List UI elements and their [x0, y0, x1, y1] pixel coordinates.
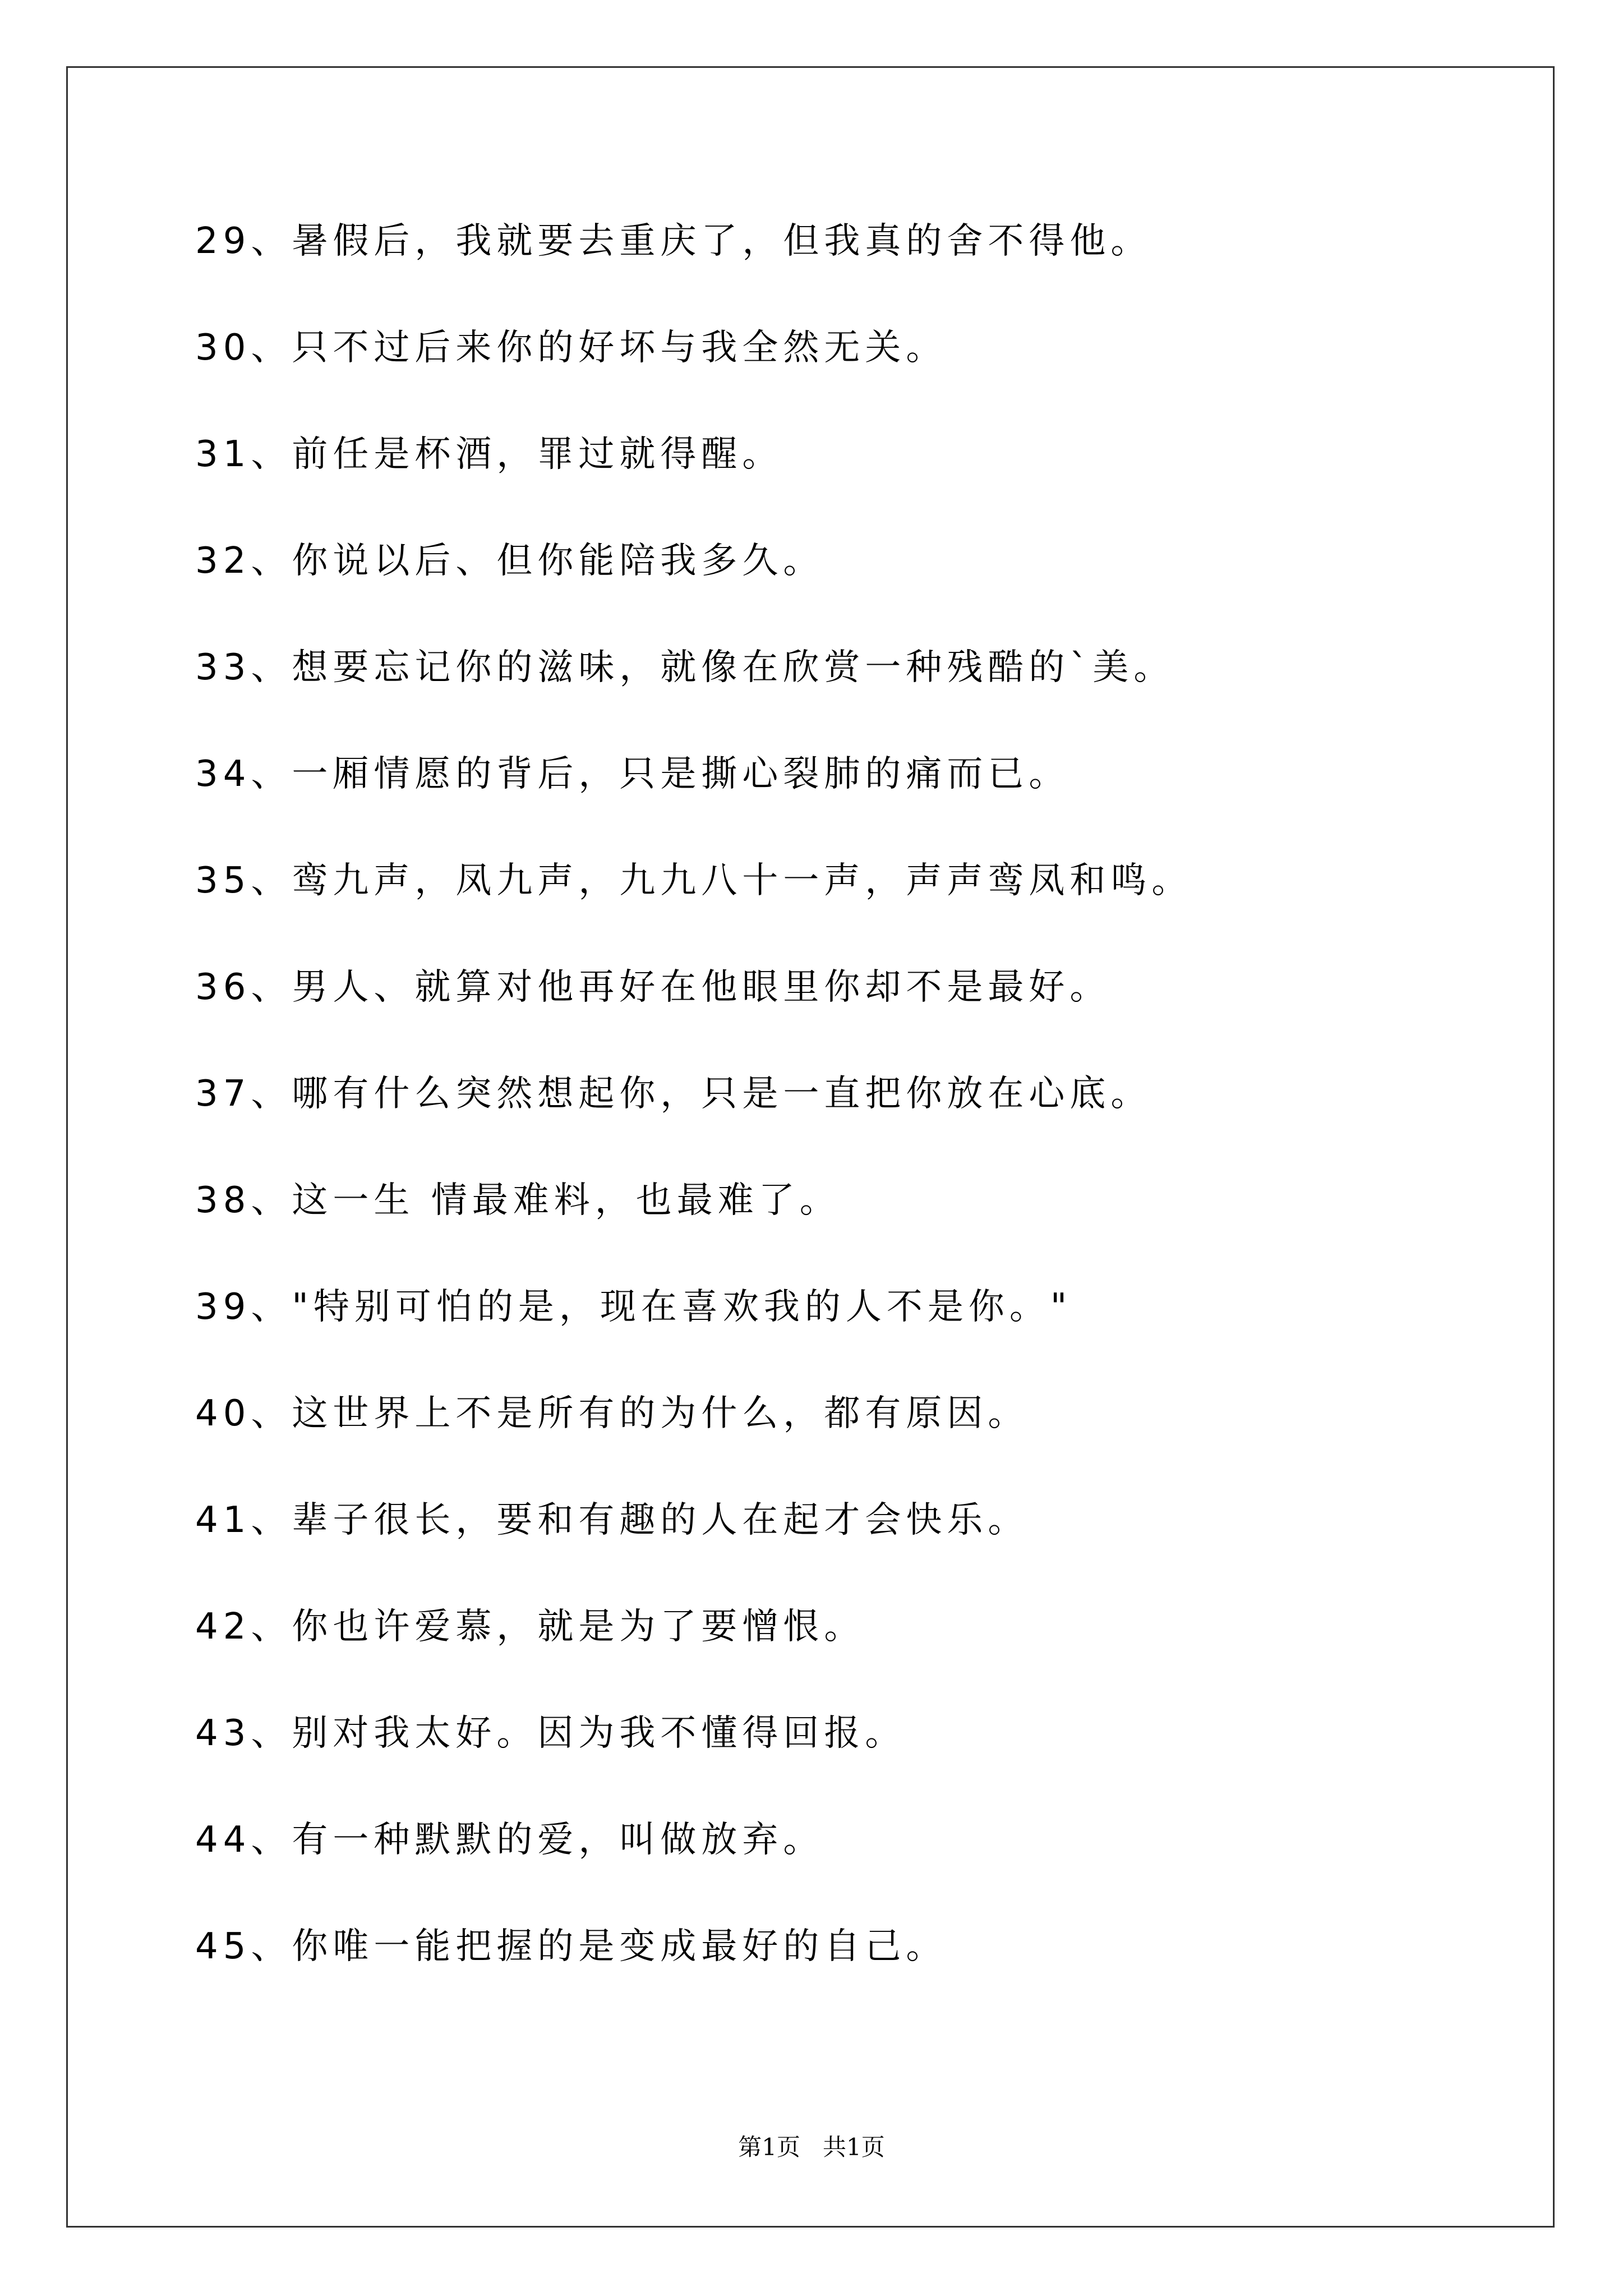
- quote-line: 31、前任是杯酒，罪过就得醒。: [195, 434, 783, 475]
- quote-line: 39、"特别可怕的是，现在喜欢我的人不是你。": [195, 1286, 1072, 1328]
- quote-line: 43、别对我太好。因为我不懂得回报。: [195, 1713, 906, 1754]
- quote-line: 38、这一生 情最难料，也最难了。: [195, 1180, 841, 1221]
- quote-line: 41、辈子很长，要和有趣的人在起才会快乐。: [195, 1499, 1029, 1541]
- quote-line: 40、这世界上不是所有的为什么，都有原因。: [195, 1393, 1029, 1434]
- quote-line: 37、哪有什么突然想起你，只是一直把你放在心底。: [195, 1073, 1152, 1115]
- quote-line: 34、一厢情愿的背后，只是撕心裂肺的痛而已。: [195, 753, 1070, 795]
- quote-line: 32、你说以后、但你能陪我多久。: [195, 540, 824, 582]
- page-number-footer: 第1页 共1页: [738, 2133, 885, 2161]
- quote-line: 33、想要忘记你的滋味，就像在欣赏一种残酷的`美。: [195, 647, 1175, 688]
- quote-line: 36、男人、就算对他再好在他眼里你却不是最好。: [195, 967, 1111, 1008]
- quote-line: 45、你唯一能把握的是变成最好的自己。: [195, 1926, 947, 1967]
- quote-line: 35、鸾九声，凤九声，九九八十一声，声声鸾凤和鸣。: [195, 860, 1193, 901]
- quote-line: 30、只不过后来你的好坏与我全然无关。: [195, 327, 947, 369]
- quote-line: 44、有一种默默的爱，叫做放弃。: [195, 1819, 824, 1861]
- quote-line: 42、你也许爱慕，就是为了要憎恨。: [195, 1606, 865, 1648]
- quote-line: 29、暑假后，我就要去重庆了，但我真的舍不得他。: [195, 220, 1152, 262]
- quote-list: [195, 220, 1485, 2035]
